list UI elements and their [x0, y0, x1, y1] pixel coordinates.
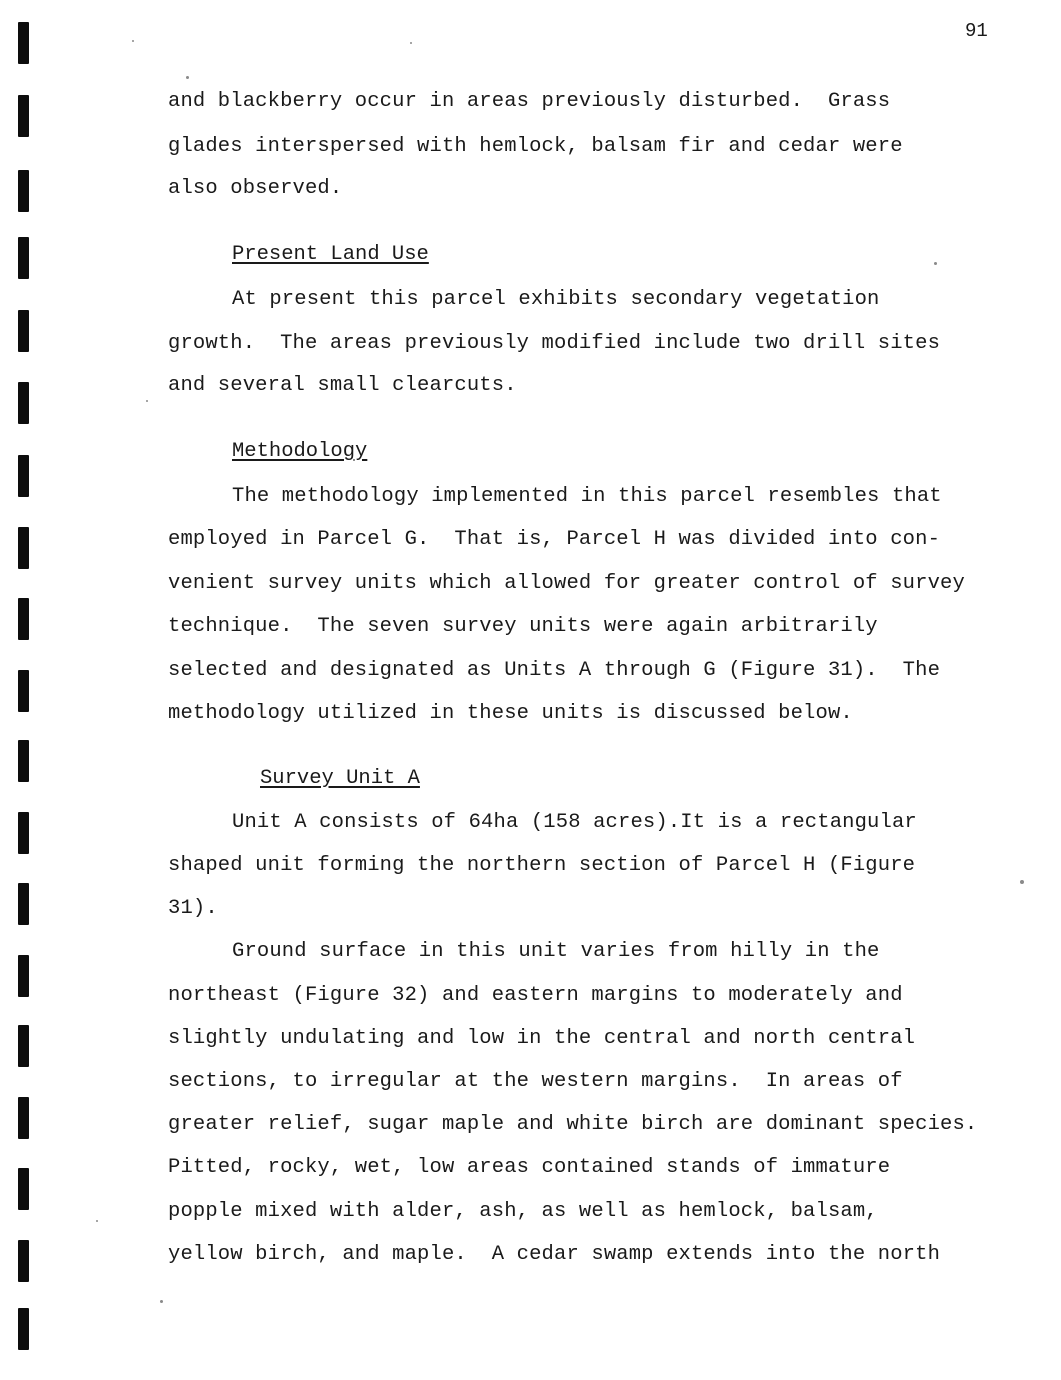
body-text-line: northeast (Figure 32) and eastern margins to moderately and: [168, 984, 903, 1007]
binding-mark: [18, 812, 29, 854]
body-text-line: Pitted, rocky, wet, low areas contained stands of immature: [168, 1156, 891, 1179]
scan-speck: [410, 42, 412, 44]
scan-speck: [1020, 880, 1024, 884]
body-text-line: 31).: [168, 897, 218, 920]
body-text-line: greater relief, sugar maple and white birch are dominant species.: [168, 1113, 978, 1136]
binding-mark: [18, 1308, 29, 1350]
body-text-line: yellow birch, and maple. A cedar swamp extends into the north: [168, 1243, 941, 1266]
body-text-line: and several small clearcuts.: [168, 374, 517, 397]
binding-mark: [18, 670, 29, 712]
body-text-line: sections, to irregular at the western margins. In areas of: [168, 1070, 903, 1093]
body-text-line: employed in Parcel G. That is, Parcel H was divided into con-: [168, 528, 941, 551]
body-text-line: At present this parcel exhibits secondary vegetation: [232, 288, 880, 311]
body-text-line: The methodology implemented in this parcel resembles that: [232, 485, 942, 508]
binding-mark: [18, 22, 29, 64]
binding-mark: [18, 883, 29, 925]
body-text-line: technique. The seven survey units were again arbitrarily: [168, 615, 878, 638]
body-text-line: slightly undulating and low in the central and north central: [168, 1027, 916, 1050]
binding-mark: [18, 1097, 29, 1139]
body-text-line: growth. The areas previously modified include two drill sites: [168, 332, 941, 355]
section-heading-methodology: Methodology: [232, 440, 368, 463]
body-text-line: selected and designated as Units A through G (Figure 31). The: [168, 659, 941, 682]
binding-mark: [18, 527, 29, 569]
binding-mark: [18, 170, 29, 212]
scan-speck: [132, 40, 134, 42]
binding-mark: [18, 1168, 29, 1210]
body-text-line: shaped unit forming the northern section of Parcel H (Figure: [168, 854, 916, 877]
body-text-line: popple mixed with alder, ash, as well as hemlock, balsam,: [168, 1200, 878, 1223]
scan-speck: [186, 76, 189, 79]
binding-mark: [18, 237, 29, 279]
body-text-line: venient survey units which allowed for greater control of survey: [168, 572, 965, 595]
binding-mark: [18, 310, 29, 352]
scan-speck: [146, 400, 148, 402]
body-text-line: also observed.: [168, 177, 343, 200]
scan-speck: [96, 1220, 98, 1222]
scan-speck: [160, 1300, 163, 1303]
binding-mark: [18, 598, 29, 640]
binding-mark: [18, 95, 29, 137]
body-text-line: glades interspersed with hemlock, balsam fir and cedar were: [168, 135, 903, 158]
page-number: 91: [965, 20, 988, 42]
body-text-line: methodology utilized in these units is discussed below.: [168, 702, 853, 725]
body-text-line: Ground surface in this unit varies from hilly in the: [232, 940, 880, 963]
binding-mark: [18, 455, 29, 497]
scan-speck: [934, 262, 937, 265]
binding-mark: [18, 1025, 29, 1067]
binding-mark: [18, 740, 29, 782]
section-heading-survey-unit-a: Survey Unit A: [260, 767, 420, 790]
binding-mark: [18, 1240, 29, 1282]
binding-mark: [18, 955, 29, 997]
section-heading-present-land-use: Present Land Use: [232, 243, 429, 266]
body-text-line: and blackberry occur in areas previously disturbed. Grass: [168, 90, 891, 113]
body-text-line: Unit A consists of 64ha (158 acres).It is a rectangular: [232, 811, 917, 834]
binding-mark: [18, 382, 29, 424]
